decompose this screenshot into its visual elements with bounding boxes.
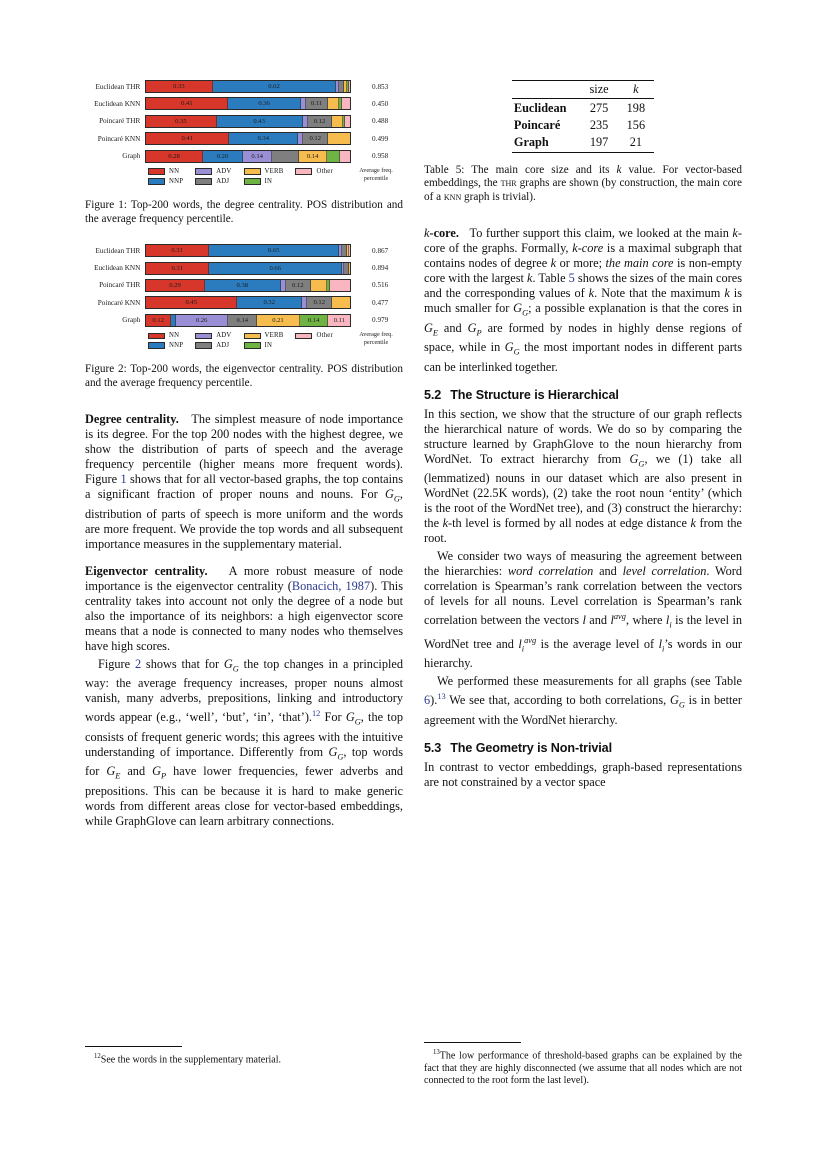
chart-row-label: Poincaré THR <box>99 281 141 290</box>
paragraph-degree-centrality: Degree centrality. The simplest measure of node importance is its degree. For the top 200 nodes with the highest degree, we show the distribution of parts of speech and the average frequency percentile (higher means more frequent words). Figure 1 shows that for all vector-based graphs, the top contains a significant fraction of proper nouns and nouns. For $G_G$, distribution of parts of speech is more uniform and the words are more frequent. We provide the top words and all subsequent importance measures in the supplementary material. <box>85 412 403 551</box>
table-5-col-k: k <box>618 81 654 99</box>
table-5-row-2-size: 197 <box>581 134 618 152</box>
chart-segment-verb <box>332 297 350 308</box>
table-5-row-1-size: 235 <box>589 117 609 132</box>
chart-segment-other: 0.11 <box>328 315 350 326</box>
degree-centrality-heading: Degree centrality. <box>85 412 179 427</box>
chart-stacked-bar <box>145 279 351 292</box>
footnote-12-text: See the words in the supplementary material. <box>100 1054 282 1066</box>
legend-label: NN <box>169 332 180 340</box>
chart-segment-adj: 0.12 <box>307 297 332 308</box>
legend-label: ADJ <box>216 341 230 349</box>
chart-stacked-bar <box>145 150 351 163</box>
chart-segment-nn: 0.35 <box>146 116 216 127</box>
footnote-12 <box>85 1051 403 1067</box>
legend-item-adj <box>195 341 231 351</box>
left-column <box>85 80 403 829</box>
chart-row-value: 0.477 <box>372 298 389 307</box>
legend-item-nn <box>148 167 183 177</box>
legend-label: ADV <box>216 168 232 176</box>
chart-segment-verb: 0.21 <box>257 315 300 326</box>
chart-segment-nnp: 0.65 <box>209 245 339 256</box>
chart-row <box>85 115 403 128</box>
chart-segment-nn: 0.31 <box>146 263 209 274</box>
chart-row <box>85 132 403 145</box>
legend-swatch-icon <box>244 168 261 175</box>
citation-bonacich-1987[interactable]: Bonacich, 1987 <box>291 578 371 593</box>
footnote-rule <box>424 1042 521 1043</box>
chart-segment-nn: 0.45 <box>146 297 237 308</box>
footnote-13-number: 13 <box>433 1049 440 1056</box>
legend-item-verb <box>244 167 284 177</box>
chart-segment-verb <box>328 98 339 109</box>
chart-stacked-bar <box>145 244 351 257</box>
chart-row <box>85 97 403 110</box>
chart-row-label: Poincaré KNN <box>97 134 141 143</box>
chart-row-label: Graph <box>122 152 141 161</box>
table-5-caption-prefix: Table 5: <box>424 163 465 176</box>
table-row <box>512 134 654 152</box>
chart-row-label: Graph <box>122 316 141 325</box>
chart-stacked-bar <box>145 115 351 128</box>
legend-swatch-icon <box>244 178 261 185</box>
eigenvector-centrality-heading: Eigenvector centrality. <box>85 563 208 578</box>
chart-row-value: 0.488 <box>372 117 389 126</box>
legend-label: NNP <box>169 177 184 185</box>
chart-row <box>85 296 403 309</box>
legend-label: NN <box>169 168 180 176</box>
figure-1 <box>85 80 403 226</box>
section-5-2-number: 5.2 <box>424 387 442 402</box>
chart-right-axis-label: Average freq. percentile <box>359 331 393 346</box>
table-5-ref[interactable]: 5 <box>568 271 575 286</box>
footnote-13-text: The low performance of threshold-based graphs can be explained by the fact that they are highly disconnected (we assume that all nodes which are not connected to the root form the last level). <box>424 1050 742 1086</box>
chart-stacked-bar <box>145 97 351 110</box>
chart-segment-nnp: 0.32 <box>237 297 302 308</box>
table-5 <box>424 80 742 204</box>
chart-segment-other <box>330 280 350 291</box>
legend-item-in <box>244 176 284 186</box>
right-column <box>424 80 742 790</box>
footnote-13 <box>424 1047 742 1087</box>
figure-2-ref[interactable]: 2 <box>134 656 142 671</box>
legend-label: ADV <box>216 332 232 340</box>
legend-swatch-icon <box>148 178 165 185</box>
chart-stacked-bar <box>145 80 351 93</box>
chart-segment-other <box>345 116 350 127</box>
legend-item-adv <box>195 331 231 341</box>
legend-item-in <box>244 341 284 351</box>
footnote-ref-12[interactable]: 12 <box>312 709 321 719</box>
paragraph-5-3-1: In contrast to vector embeddings, graph-based representations are not constrained by a vector space <box>424 759 742 789</box>
chart-segment-nnp: 0.34 <box>229 133 298 144</box>
chart-row-label: Poincaré KNN <box>97 298 141 307</box>
legend-swatch-icon <box>244 342 261 349</box>
chart-segment-nn: 0.12 <box>146 315 171 326</box>
chart-legend <box>148 331 403 350</box>
chart-segment-other <box>349 81 350 92</box>
chart-segment-nnp: 0.36 <box>228 98 300 109</box>
legend-item-adv <box>195 167 231 177</box>
table-5-row-0-name: Euclidean <box>513 100 567 115</box>
chart-segment-adj: 0.11 <box>306 98 329 109</box>
k-core-heading: k-core. <box>424 226 459 241</box>
chart-segment-adv: 0.14 <box>243 151 272 162</box>
chart-segment-nn: 0.41 <box>146 133 229 144</box>
section-5-3-title: The Geometry is Non-trivial <box>450 740 612 755</box>
figure-2-caption: Figure 2: Top-200 words, the eigenvector centrality. POS distribution and the average frequency percentile. <box>85 363 403 389</box>
chart-row-value: 0.894 <box>372 264 389 273</box>
chart-segment-nnp: 0.66 <box>209 263 342 274</box>
legend-item-other <box>295 331 332 341</box>
chart-segment-adv: 0.26 <box>176 315 228 326</box>
chart-row <box>85 80 403 93</box>
chart-row-value: 0.867 <box>372 246 389 255</box>
table-6-ref[interactable]: 6 <box>424 693 431 708</box>
legend-item-other <box>295 167 332 177</box>
legend-swatch-icon <box>148 168 165 175</box>
chart-segment-in: 0.14 <box>300 315 329 326</box>
legend-swatch-icon <box>195 342 212 349</box>
table-5-row-2-name: Graph <box>512 134 581 152</box>
chart-segment-verb <box>332 116 343 127</box>
chart-segment-nn: 0.31 <box>146 245 209 256</box>
section-5-2-title: The Structure is Hierarchical <box>450 387 619 402</box>
chart-row-value: 0.516 <box>372 281 389 290</box>
chart-row-value: 0.450 <box>372 99 389 108</box>
table-5-caption: Table 5: The main core size and its k value. For vector-based embeddings, the thr graphs are shown (by construction, the main core of a knn graph is trivial). <box>424 163 742 203</box>
chart-segment-nn: 0.41 <box>146 98 228 109</box>
legend-item-nnp <box>148 341 183 351</box>
chart-stacked-bar <box>145 132 351 145</box>
chart-segment-nnp: 0.43 <box>217 116 303 127</box>
chart-segment-verb: 0.14 <box>299 151 328 162</box>
legend-swatch-icon <box>195 168 212 175</box>
chart-row <box>85 314 403 327</box>
figure-2-chart <box>85 244 403 350</box>
chart-row-value: 0.853 <box>372 82 389 91</box>
footnote-block-left <box>85 1046 403 1067</box>
table-5-row-0-size: 275 <box>589 100 609 115</box>
footnote-block-right <box>424 1042 742 1087</box>
chart-segment-nn: 0.29 <box>146 280 204 291</box>
paragraph-k-core: k-core. To further support this claim, we looked at the main k-core of the graphs. Formally, k-core is a maximal subgraph that contains nodes of degree k or more; the main core is non-empty core with the largest k. Table 5 shows the sizes of the main cores and the corresponding values of k. Note that the maximum k is much smaller for $G_G$; a possible explanation is that the cores in $G_E$ and $G_P$ are formed by nodes in highly dense regions of space, while in $G_G$ the most important nodes in different parts can be interlinked together. <box>424 226 743 374</box>
table-5-col-size: size <box>581 81 618 99</box>
paragraph-5-2-1: In this section, we show that the structure of our graph reflects the hierarchical nature of words. We do so by comparing the structure learned by GraphGlove to the noun hierarchy from WordNet. To extract hierarchy from $G_G$, we (1) take all (lemmatized) nouns in our dataset which are also present in WordNet (22.5K words), (2) take the root noun ‘entity’ (which is the root of the WordNet tree), and (3) construct the hierarchy: the k-th level is formed by all nodes at edge distance k from the root. <box>424 406 742 546</box>
section-heading-5-2 <box>424 388 742 402</box>
figure-1-chart <box>85 80 403 186</box>
chart-segment-adj <box>272 151 299 162</box>
chart-row-label: Euclidean KNN <box>94 264 141 273</box>
legend-label: NNP <box>169 341 184 349</box>
chart-segment-in <box>327 151 340 162</box>
footnote-ref-13[interactable]: 13 <box>437 692 446 702</box>
footnote-rule <box>85 1046 182 1047</box>
chart-segment-adj: 0.12 <box>286 280 311 291</box>
chart-row <box>85 244 403 257</box>
chart-row <box>85 279 403 292</box>
chart-segment-nnp: 0.62 <box>213 81 337 92</box>
table-5-row-2-k: 21 <box>618 134 654 152</box>
chart-legend <box>148 167 403 186</box>
chart-right-axis-label: Average freq. percentile <box>359 166 393 182</box>
legend-swatch-icon <box>195 333 212 340</box>
footnote-12-number: 12 <box>94 1053 101 1060</box>
chart-segment-nnp: 0.20 <box>203 151 244 162</box>
chart-stacked-bar <box>145 262 351 275</box>
legend-label: IN <box>264 341 273 349</box>
table-5-grid <box>512 80 654 153</box>
table-row-header <box>512 81 654 99</box>
chart-segment-nn: 0.33 <box>146 81 212 92</box>
legend-label: Other <box>316 332 333 340</box>
section-heading-5-3 <box>424 741 742 755</box>
chart-stacked-bar <box>145 296 351 309</box>
legend-label: Other <box>316 168 333 176</box>
chart-row <box>85 150 403 163</box>
table-row <box>512 99 654 117</box>
table-row <box>512 117 654 134</box>
section-5-3-number: 5.3 <box>424 740 442 755</box>
chart-row-label: Euclidean KNN <box>94 99 141 108</box>
figure-1-caption: Figure 1: Top-200 words, the degree centrality. POS distribution and the average frequency percentile. <box>85 198 403 225</box>
paragraph-5-2-3: We performed these measurements for all graphs (see Table 6).$^{13}$ We see that, according to both correlations, $G_G$ is in better agreement with the WordNet hierarchy. <box>424 674 742 727</box>
legend-swatch-icon <box>195 178 212 185</box>
paragraph-5-2-2: We consider two ways of measuring the agreement between the hierarchies: word correlation and level correlation. Word correlation is Spearman’s rank correlation between the vectors of levels for all nouns. Level correlation is Spearman’s rank correlation between the vectors l and $l^{avg}$, where $l_i$ is the level in WordNet tree and $l_i^{avg}$ is the average level of $l_i’s$ words in our hierarchy. <box>424 549 743 671</box>
table-5-row-1-k: 156 <box>626 117 646 132</box>
paragraph-eigenvector-results: Figure 2 shows that for $G_G$ the top changes in a principled way: the average frequency increases, proper nouns almost vanish, many adverbs, prepositions, linking and introductory words appear (e.g., ‘well’, ‘but’, ‘in’, ‘that’).$^{12}$ For $G_G$, the top consists of frequent generic words; this agrees with the intuitive understanding of importance. Differently from $G_G$, top words for $G_E$ and $G_P$ have lower frequencies, fewer adverbs and prepositions. This can be because it is hard to make generic words from different areas close for vector-based embeddings, while GraphGlove can learn arbitrary connections. <box>85 656 403 828</box>
table-5-row-0-k: 198 <box>626 100 646 115</box>
chart-stacked-bar <box>145 314 351 327</box>
legend-label: VERB <box>264 332 284 340</box>
legend-label: ADJ <box>216 177 230 185</box>
legend-item-verb <box>244 331 284 341</box>
paragraph-eigenvector-centrality: Eigenvector centrality. A more robust measure of node importance is the eigenvector centrality (Bonacich, 1987). This centrality takes into account not only the degree of a node but also the importance of its neighbors: a high eigenvector score means that a node is connected to many nodes who themselves have high scores. <box>85 563 403 653</box>
table-5-row-1-name: Poincaré <box>513 117 561 132</box>
legend-swatch-icon <box>295 168 312 175</box>
chart-segment-adj: 0.12 <box>303 133 328 144</box>
chart-row <box>85 262 403 275</box>
chart-row-value: 0.958 <box>372 152 389 161</box>
chart-row-value: 0.499 <box>372 134 389 143</box>
chart-segment-verb <box>311 280 328 291</box>
chart-row-value: 0.979 <box>372 316 389 325</box>
legend-item-nnp <box>148 176 183 186</box>
chart-segment-adj: 0.12 <box>308 116 333 127</box>
chart-segment-nnp: 0.38 <box>205 280 281 291</box>
chart-segment-verb <box>328 133 350 144</box>
chart-segment-other <box>340 151 350 162</box>
legend-swatch-icon <box>295 333 312 340</box>
table-5-col-blank <box>512 81 581 99</box>
legend-swatch-icon <box>148 342 165 349</box>
legend-swatch-icon <box>148 333 165 340</box>
legend-label: VERB <box>264 168 284 176</box>
chart-row-label: Poincaré THR <box>99 117 141 126</box>
legend-item-adj <box>195 176 231 186</box>
chart-segment-other <box>342 98 350 109</box>
chart-row-label: Euclidean THR <box>95 82 141 91</box>
legend-item-nn <box>148 331 183 341</box>
chart-segment-verb <box>349 263 350 274</box>
figure-1-ref[interactable]: 1 <box>120 472 127 487</box>
legend-label: IN <box>264 177 273 185</box>
legend-swatch-icon <box>244 333 261 340</box>
chart-row-label: Euclidean THR <box>95 246 141 255</box>
figure-2 <box>85 244 403 390</box>
chart-segment-nn: 0.28 <box>146 151 202 162</box>
chart-segment-adj: 0.14 <box>228 315 257 326</box>
chart-segment-other <box>349 245 350 256</box>
